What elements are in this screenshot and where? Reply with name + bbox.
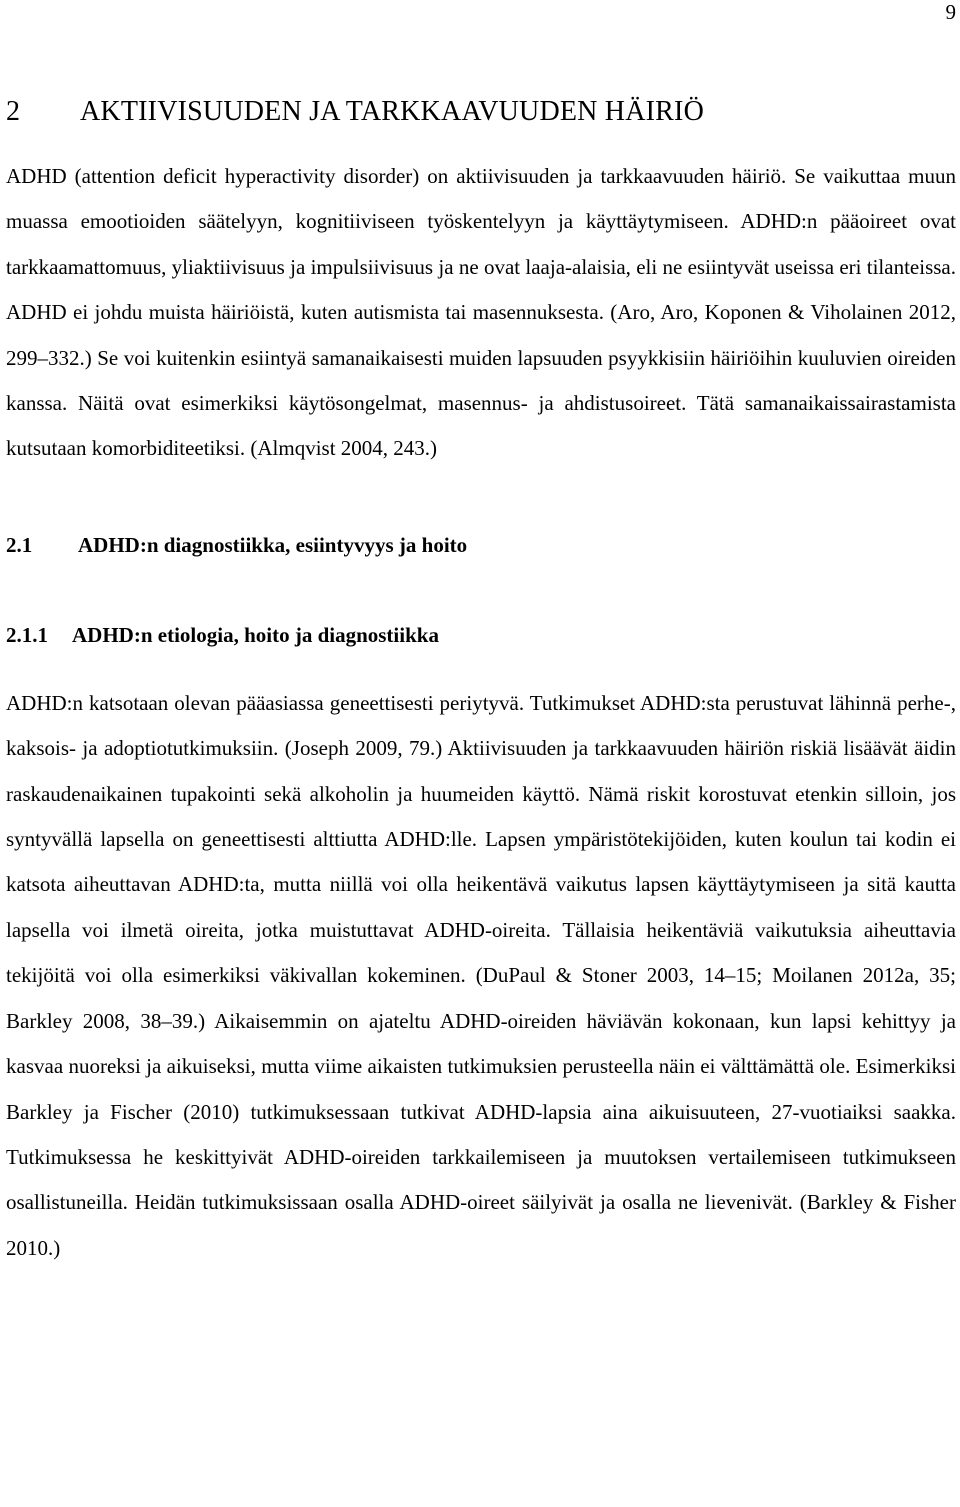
document-body — [6, 90, 956, 1271]
subsection-title: ADHD:n etiologia, hoito ja diagnostiikka — [72, 622, 439, 647]
section-title: ADHD:n diagnostiikka, esiintyvyys ja hoito — [78, 532, 468, 557]
body-paragraph: ADHD:n katsotaan olevan pääasiassa geneettisesti periytyvä. Tutkimukset ADHD:sta perustuvat lähinnä perhe-, kaksois- ja adoptiotutkimuksiin. (Joseph 2009, 79.) Aktiivisuuden ja tarkkaavuuden häiriön riskiä lisäävät äidin raskaudenaikainen tupakointi sekä alkoholin ja huumeiden käyttö. Nämä riskit korostuvat etenkin silloin, jos syntyvällä lapsella on geneettisesti alttiutta ADHD:lle. Lapsen ympäristötekijöiden, kuten koulun tai kodin ei katsota aiheuttavan ADHD:ta, mutta niillä voi olla heikentävä vaikutus lapsen käyttäytymiseen ja sitä kautta lapsella voi ilmetä oireita, jotka muistuttavat ADHD-oireita. Tällaisia heikentäviä vaikutuksia aiheuttavia tekijöitä voi olla esimerkiksi väkivallan kokeminen. (DuPaul & Stoner 2003, 14–15; Moilanen 2012a, 35; Barkley 2008, 38–39.) Aikaisemmin on ajateltu ADHD-oireiden häviävän kokonaan, kun lapsi kehittyy ja kasvaa nuoreksi ja aikuiseksi, mutta viime aikaisten tutkimuksien perusteella näin ei välttämättä ole. Esimerkiksi Barkley ja Fischer (2010) tutkimuksessaan tutkivat ADHD-lapsia aina aikuisuuteen, 27-vuotiaiksi saakka. Tutkimuksessa he keskittyivät ADHD-oireiden tarkkailemiseen ja muutoksen vertailemiseen tutkimukseen osallistuneilla. Heidän tutkimuksissaan osalla ADHD-oireet säilyivät ja osalla ne lievenivät. (Barkley & Fisher 2010.) — [6, 690, 956, 1260]
subsection-number: 2.1.1 — [6, 622, 48, 647]
page-number: 9 — [945, 0, 956, 24]
subsection-heading — [6, 613, 956, 657]
chapter-heading — [6, 90, 956, 134]
section-heading — [6, 523, 956, 567]
intro-paragraph: ADHD (attention deficit hyperactivity disorder) on aktiivisuuden ja tarkkaavuuden häiriö. Se vaikuttaa muun muassa emootioiden säätelyyn, kognitiiviseen työskentelyyn ja käyttäytymiseen. ADHD:n pääoireet ovat tarkkaamattomuus, yliaktiivisuus ja impulsiivisuus ja ne ovat laaja-alaisia, eli ne esiintyvät useissa eri tilanteissa. ADHD ei johdu muista häiriöistä, kuten autismista tai masennuksesta. (Aro, Aro, Koponen & Viholainen 2012, 299–332.) Se voi kuitenkin esiintyä samanaikaisesti muiden lapsuuden psyykkisiin häiriöihin kuuluvien oireiden kanssa. Näitä ovat esimerkiksi käytösongelmat, masennus- ja ahdistusoireet. Tätä samanaikaissairastamista kutsutaan komorbiditeetiksi. (Almqvist 2004, 243.) — [6, 164, 956, 461]
section-number: 2.1 — [6, 532, 33, 557]
chapter-number: 2 — [6, 96, 21, 127]
spacer — [6, 657, 956, 681]
chapter-title: AKTIIVISUUDEN JA TARKKAAVUUDEN HÄIRIÖ — [80, 96, 704, 127]
